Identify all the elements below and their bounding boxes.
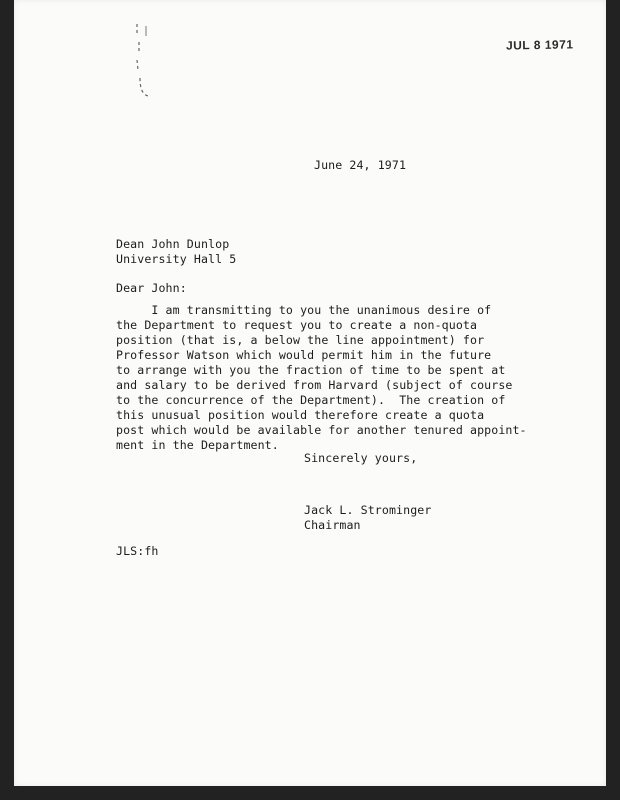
- letter-date: June 24, 1971: [314, 158, 407, 172]
- addressee-block: [116, 237, 236, 267]
- salutation: Dear John:: [116, 281, 187, 295]
- body-line: I am transmitting to you the unanimous desire of: [116, 303, 492, 317]
- body-line: to arrange with you the fraction of time to be spent at: [116, 363, 506, 377]
- body-line: the Department to request you to create a non-quota: [116, 318, 478, 332]
- paperclip-mark: [132, 22, 154, 102]
- reference-initials: JLS:fh: [116, 544, 159, 558]
- letter-page: [14, 0, 606, 786]
- signature-block: [304, 503, 431, 533]
- body-line: position (that is, a below the line appointment) for: [116, 333, 485, 347]
- signer-title: Chairman: [304, 518, 361, 532]
- received-date-stamp: JUL 8 1971: [505, 37, 574, 53]
- body-line: post which would be available for another tenured appoint-: [116, 423, 527, 437]
- body-line: ment in the Department.: [116, 438, 279, 452]
- body-line: and salary to be derived from Harvard (subject of course: [116, 378, 513, 392]
- addressee-name: Dean John Dunlop: [116, 237, 230, 251]
- signer-name: Jack L. Strominger: [304, 503, 432, 517]
- complimentary-close: Sincerely yours,: [304, 451, 418, 465]
- letter-body: [116, 303, 556, 453]
- body-line: to the concurrence of the Department). The creation of: [116, 393, 506, 407]
- body-line: Professor Watson which would permit him in the future: [116, 348, 492, 362]
- body-line: this unusual position would therefore create a quota: [116, 408, 485, 422]
- addressee-location: University Hall 5: [116, 252, 237, 266]
